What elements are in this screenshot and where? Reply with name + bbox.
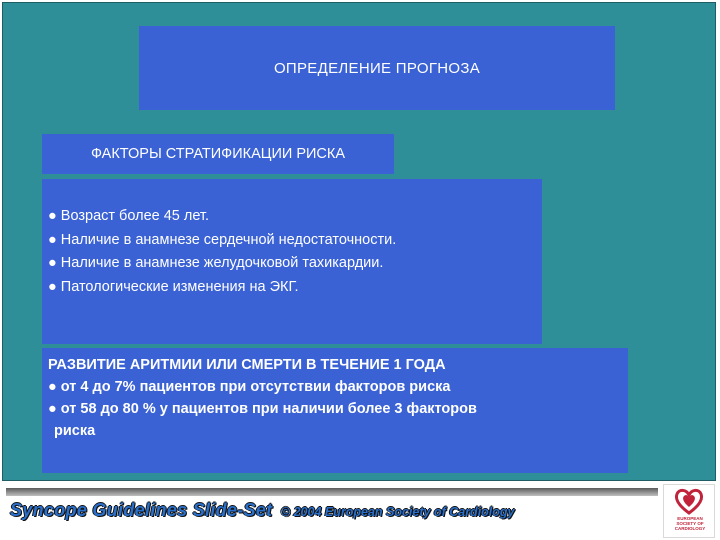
outcome-box: [42, 348, 628, 473]
outcome-heading: РАЗВИТИЕ АРИТМИИ ИЛИ СМЕРТИ В ТЕЧЕНИЕ 1 ГОДА: [48, 357, 446, 373]
risk-factors-heading: ФАКТОРЫ СТРАТИФИКАЦИИ РИСКА: [90, 146, 346, 162]
slide-title: ОПРЕДЕЛЕНИЕ ПРОГНОЗА: [273, 59, 481, 77]
footer-divider: [6, 488, 658, 496]
risk-factors-list: [42, 179, 542, 344]
logo-text: EUROPEAN SOCIETY OF CARDIOLOGY: [674, 516, 706, 531]
esc-logo: [663, 484, 715, 538]
risk-factor-item: ● Возраст более 45 лет.: [48, 208, 209, 224]
outcome-line-continuation: риска: [54, 423, 96, 439]
risk-factor-item: ● Патологические изменения на ЭКГ.: [48, 278, 299, 295]
title-box: [139, 26, 615, 110]
risk-factor-item: ● Наличие в анамнезе сердечной недостаточности.: [48, 231, 397, 248]
outcome-line: ● от 4 до 7% пациентов при отсутствии факторов риска: [48, 379, 451, 395]
outcome-line: ● от 58 до 80 % у пациентов при наличии более 3 факторов: [48, 401, 477, 417]
heart-icon: [674, 487, 704, 515]
footer-caption: [10, 500, 515, 521]
risk-factor-item: ● Наличие в анамнезе желудочковой тахикардии.: [48, 255, 384, 271]
footer-title: Syncope Guidelines Slide-Set: [10, 500, 273, 520]
footer-copyright: © 2004 European Society of Cardiology: [280, 505, 515, 519]
risk-factors-heading-box: [42, 134, 394, 174]
